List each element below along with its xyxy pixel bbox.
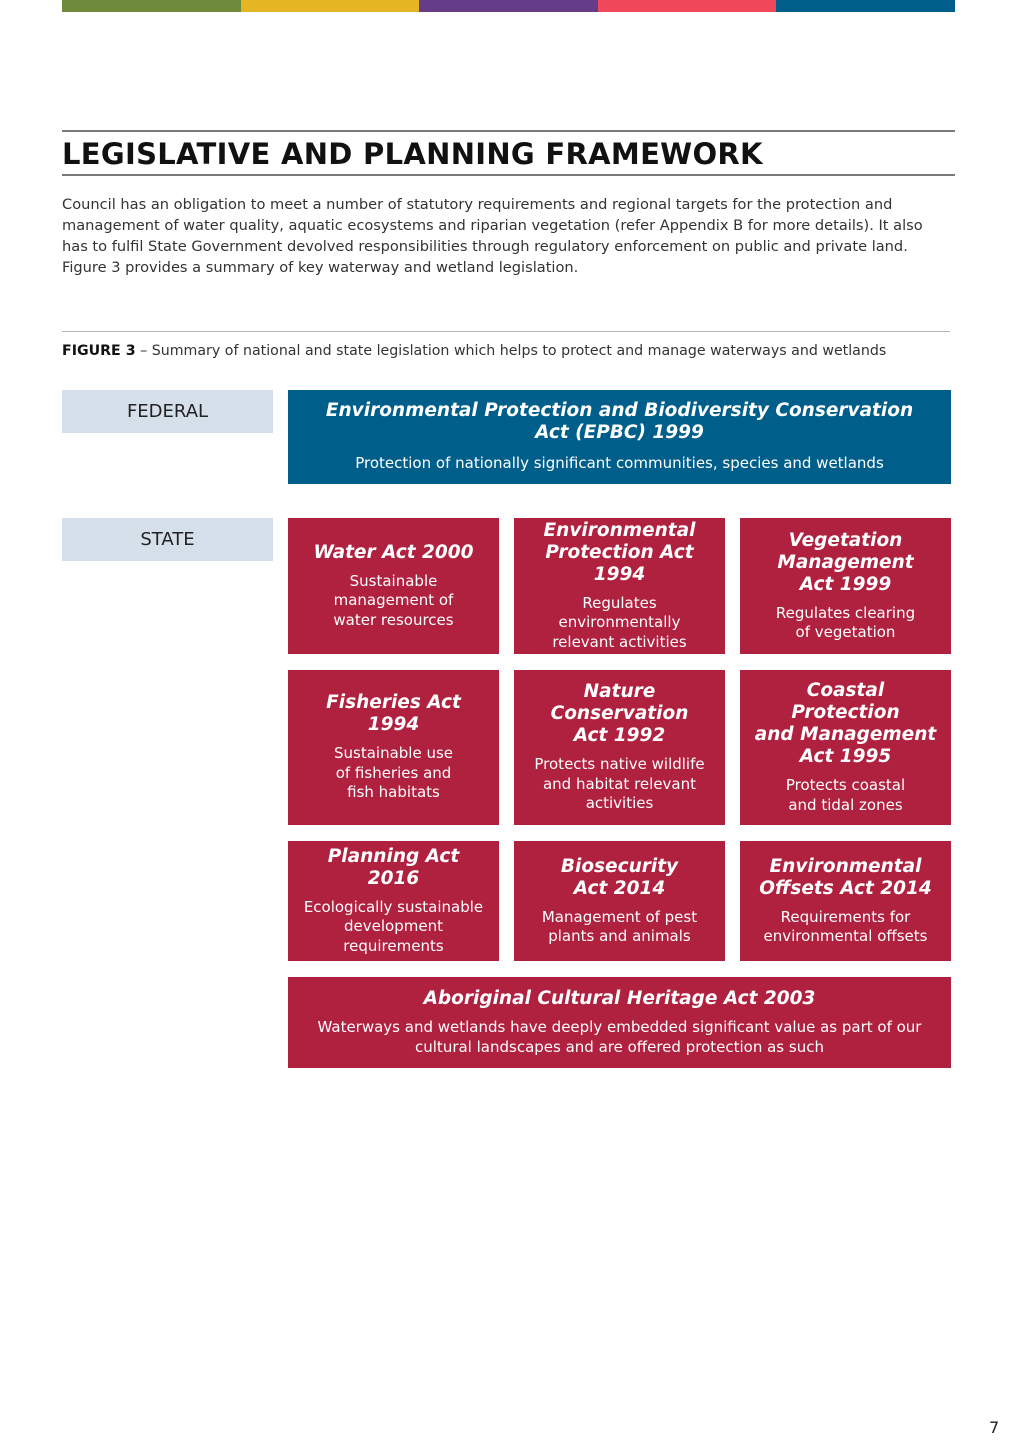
title-rule-top — [62, 130, 955, 132]
act-title-line: Aboriginal Cultural Heritage Act 2003 — [423, 988, 816, 1009]
figure-label: FIGURE 3 — [62, 343, 136, 359]
act-description-line: activities — [585, 794, 654, 813]
act-title-line: Planning Act 2016 — [327, 845, 460, 889]
act-title-line: Management — [777, 551, 914, 573]
act-title-line: Environmental Protection and Biodiversity Conservation — [325, 400, 914, 422]
act-description-line: of fisheries and — [335, 763, 452, 782]
act-description — [764, 908, 928, 947]
act-description — [776, 604, 915, 643]
act-description — [534, 755, 704, 814]
act-description-line: Protects coastal — [785, 776, 906, 794]
act-title — [528, 520, 711, 586]
act-description-line: Protection of nationally significant communities, species and wetlands — [355, 454, 884, 473]
act-title-line: Act 1995 — [799, 746, 892, 767]
act-description-line: requirements — [343, 936, 444, 955]
act-title-line: Act 1992 — [573, 725, 666, 747]
act-title-line: Conservation — [550, 703, 689, 725]
act-title-line: Act 1999 — [799, 573, 892, 595]
act-title — [302, 846, 485, 890]
act-description-line: and habitat relevant — [542, 774, 697, 793]
color-bar-segment — [62, 0, 241, 12]
state-act-box — [288, 518, 499, 654]
state-act-box — [288, 841, 499, 961]
act-title-line: Act 2014 — [573, 877, 666, 899]
act-description — [333, 572, 453, 631]
state-act-box — [288, 670, 499, 825]
level-label-federal: FEDERAL — [62, 390, 273, 433]
act-title-line: Vegetation — [788, 529, 903, 551]
act-title — [777, 530, 913, 596]
act-title — [754, 680, 937, 768]
act-description-line: Management of pest — [541, 907, 698, 926]
level-label-state: STATE — [62, 518, 273, 561]
color-bar-segment — [776, 0, 955, 12]
color-bar-segment — [241, 0, 420, 12]
color-bar-segment — [598, 0, 777, 12]
act-title-line: Water Act 2000 — [313, 541, 474, 563]
act-description-line: development — [344, 917, 443, 936]
act-description-line: plants and animals — [548, 927, 691, 945]
top-color-bar — [62, 0, 955, 12]
state-act-box — [740, 841, 951, 961]
act-title-line: Biosecurity — [560, 855, 679, 877]
intro-line: Council has an obligation to meet a number of statutory requirements and regional targets for the protection and — [62, 196, 893, 213]
act-title-line: Coastal Protection — [791, 680, 900, 723]
intro-line: Figure 3 provides a summary of key waterway and wetland legislation. — [62, 259, 579, 276]
act-description-line: fish habitats — [347, 783, 440, 802]
act-description-line: Sustainable use — [333, 744, 454, 763]
act-description — [304, 898, 483, 957]
act-title — [326, 400, 913, 444]
state-act-box — [740, 670, 951, 825]
act-description-line: Ecologically sustainable — [303, 897, 484, 916]
act-description-line: environmentally — [558, 613, 681, 632]
act-title-line: Offsets Act 2014 — [759, 877, 932, 899]
color-bar-segment — [419, 0, 598, 12]
page-title: LEGISLATIVE AND PLANNING FRAMEWORK — [62, 137, 763, 171]
intro-line: management of water quality, aquatic ecosystems and riparian vegetation (refer Appendix B for more details). It also — [62, 217, 923, 234]
act-title-line: Environmental — [543, 519, 696, 541]
act-description — [355, 454, 884, 474]
figure-caption-text: – Summary of national and state legislation which helps to protect and manage waterways and wetlands — [135, 343, 887, 359]
act-description — [786, 776, 905, 815]
act-description-line: Waterways and wetlands have deeply embedded significant value as part of our — [317, 1018, 922, 1036]
state-act-box — [514, 670, 725, 825]
title-rule-bottom — [62, 174, 955, 176]
act-description-line: Protects native wildlife — [534, 755, 705, 774]
act-description — [334, 744, 453, 803]
figure-caption — [62, 343, 886, 359]
act-title — [561, 856, 678, 900]
act-description-line: environmental offsets — [763, 927, 928, 945]
figure-rule — [62, 331, 950, 332]
state-act-box — [514, 518, 725, 654]
act-description-line: Sustainable — [349, 571, 438, 590]
act-description-line: Requirements for — [780, 907, 911, 926]
act-title — [313, 542, 473, 564]
act-description-line: Regulates clearing — [775, 603, 916, 622]
act-title — [424, 988, 816, 1010]
state-act-box — [740, 518, 951, 654]
state-act-box — [514, 841, 725, 961]
intro-line: has to fulfil State Government devolved responsibilities through regulatory enforcement on public and private land. — [62, 238, 908, 255]
act-title-line: Protection Act 1994 — [545, 541, 694, 585]
act-description-line: management of — [333, 591, 454, 610]
act-description-line: water resources — [333, 610, 454, 629]
act-title — [302, 692, 485, 736]
act-description-line: Regulates — [582, 593, 657, 612]
act-description — [318, 1018, 922, 1057]
act-description — [552, 594, 686, 653]
state-act-box — [288, 977, 951, 1068]
act-title-line: and Management — [754, 724, 937, 745]
act-description-line: of vegetation — [795, 623, 896, 641]
act-title-line: Nature — [583, 681, 656, 703]
act-title-line: Fisheries Act 1994 — [326, 692, 461, 736]
federal-act-box — [288, 390, 951, 484]
act-description — [542, 908, 697, 947]
act-description-line: relevant activities — [552, 632, 687, 651]
page-number: 7 — [989, 1418, 1000, 1437]
act-description-line: and tidal zones — [788, 795, 903, 814]
act-title — [759, 856, 931, 900]
intro-paragraph — [62, 194, 942, 278]
act-title-line: Act (EPBC) 1999 — [535, 422, 704, 444]
act-title-line: Environmental — [769, 855, 922, 877]
act-description-line: cultural landscapes and are offered protection as such — [415, 1037, 824, 1056]
act-title — [551, 681, 689, 747]
